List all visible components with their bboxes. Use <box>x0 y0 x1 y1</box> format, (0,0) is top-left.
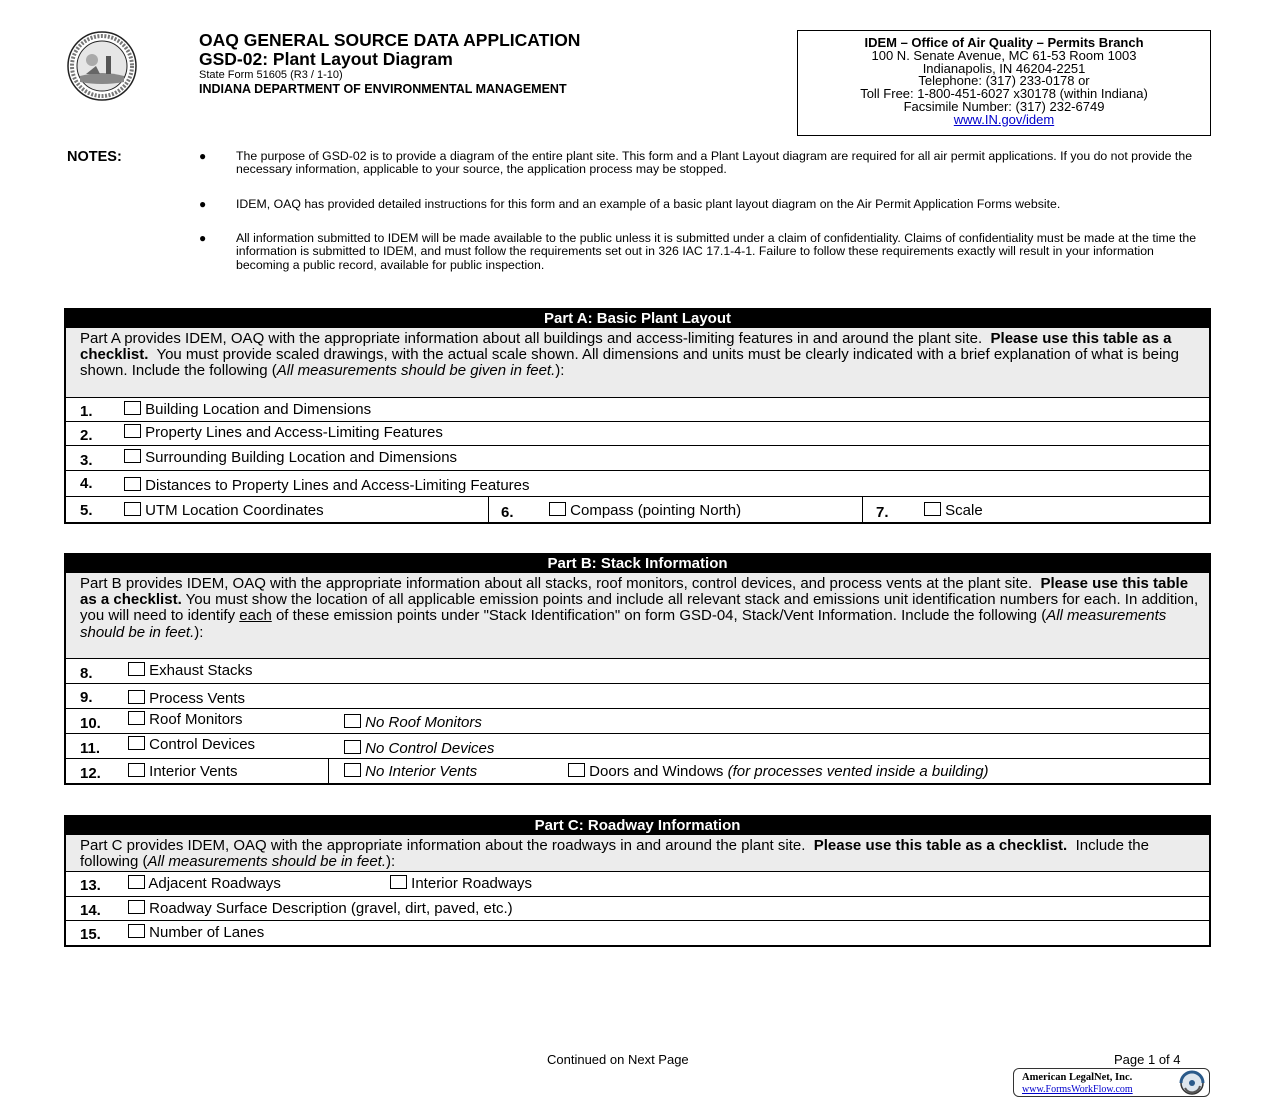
intro-text: of these emission points under "Stack Identification" on form GSD-04, Stack/Vent Information. Include the following ( <box>275 607 1047 625</box>
intro-underline: each <box>239 607 272 625</box>
note-item: All information submitted to IDEM will be made available to the public unless it is submitted under a claim of confidentiality. Claims of confidentiality must be made at the time the information is submitted to IDEM, and must follow the requirements set out in 326 IAC 17.1-4-1. Failure to follow these requirements exactly will result in your information becoming a public record, available for public inspection. <box>236 231 1197 272</box>
intro-italic: All measurements should be in feet. <box>80 607 1167 641</box>
item-number: 9. <box>80 689 93 706</box>
checkbox[interactable] <box>549 502 566 516</box>
checklist-row-9 <box>66 684 1209 709</box>
checklist-row-4 <box>66 471 1209 497</box>
intro-text: ): <box>555 362 565 380</box>
checklist-item-alt <box>344 714 482 731</box>
intro-text: ): <box>194 623 204 641</box>
part-a-section <box>64 308 1211 524</box>
city-address: Indianapolis, IN 46204-2251 <box>922 60 1086 76</box>
checklist-item <box>128 711 243 728</box>
part-c-section <box>64 815 1211 947</box>
checkbox[interactable] <box>124 502 141 516</box>
item-number: 1. <box>80 403 93 420</box>
item-number: 5. <box>80 502 93 519</box>
item-label: Process Vents <box>149 690 246 707</box>
checkbox[interactable] <box>124 477 141 491</box>
form-header <box>199 31 580 97</box>
checklist-row-10 <box>66 709 1209 734</box>
checklist-row-5 <box>66 497 1209 522</box>
part-a-title: Part A: Basic Plant Layout <box>66 310 1209 328</box>
checklist-row-12 <box>66 759 1209 783</box>
checklist-item <box>128 662 253 679</box>
fax-number: Facsimile Number: (317) 232-6749 <box>903 98 1105 114</box>
legalnet-logo[interactable] <box>1013 1068 1210 1097</box>
item-number: 11. <box>80 740 101 757</box>
checklist-item <box>128 736 255 753</box>
item-number: 14. <box>80 902 101 919</box>
continued-note: Continued on Next Page <box>547 1052 689 1067</box>
checkbox[interactable] <box>124 449 141 463</box>
checklist-item-alt <box>390 875 532 892</box>
checklist-item <box>124 449 457 466</box>
checkbox[interactable] <box>124 424 141 438</box>
checklist-item <box>124 502 324 519</box>
item-label: Surrounding Building Location and Dimensions <box>145 449 458 466</box>
office-name: IDEM – Office of Air Quality – Permits Branch <box>864 35 1144 50</box>
item-label: Scale <box>945 502 983 519</box>
globe-icon <box>1173 1070 1207 1096</box>
note-item: IDEM, OAQ has provided detailed instructions for this form and an example of a basic plant layout diagram on the Air Permit Application Forms website. <box>236 197 1061 211</box>
checklist-row-2 <box>66 422 1209 446</box>
intro-text: You must provide scaled drawings, with the actual scale shown. All dimensions and units must be clearly indicated with a brief explanation of what is being shown. Include the following ( <box>80 346 1179 380</box>
checkbox[interactable] <box>344 763 361 777</box>
item-label: Compass (pointing North) <box>570 502 742 519</box>
checkbox[interactable] <box>128 900 145 914</box>
agency-name: INDIANA DEPARTMENT OF ENVIRONMENTAL MANAGEMENT <box>199 82 567 96</box>
notes-label: NOTES: <box>67 149 122 165</box>
note-item: The purpose of GSD-02 is to provide a diagram of the entire plant site. This form and a Plant Layout diagram are required for all air permit applications. If you do not provide the necessary information, applicable to your source, the application process may be stopped. <box>236 149 1193 177</box>
website-link[interactable]: www.IN.gov/idem <box>953 111 1055 127</box>
checklist-item-extra <box>568 763 989 780</box>
form-number: State Form 51605 (R3 / 1-10) <box>199 69 343 81</box>
part-b-section <box>64 553 1211 785</box>
checklist-item <box>549 502 741 519</box>
contact-box <box>797 30 1211 136</box>
checkbox[interactable] <box>568 763 585 777</box>
item-label: Doors and Windows <box>589 763 724 780</box>
form-subtitle: GSD-02: Plant Layout Diagram <box>199 49 453 69</box>
street-address: 100 N. Senate Avenue, MC 61-53 Room 1003 <box>871 47 1137 63</box>
item-label: Adjacent Roadways <box>148 875 281 892</box>
checklist-item <box>128 900 513 917</box>
checklist-item <box>124 424 443 441</box>
intro-text: Part B provides IDEM, OAQ with the appropriate information about all stacks, roof monitors, control devices, and process vents at the plant site. <box>80 575 1033 592</box>
checklist-row-1 <box>66 398 1209 422</box>
part-c-title: Part C: Roadway Information <box>66 817 1209 835</box>
intro-bold: Please use this table as a checklist. <box>813 837 1068 854</box>
item-number: 4. <box>80 475 93 492</box>
intro-text: Part C provides IDEM, OAQ with the appropriate information about the roadways in and around the plant site. <box>80 837 806 854</box>
checklist-item <box>128 924 264 941</box>
item-label: No Control Devices <box>365 740 495 757</box>
intro-text: ): <box>386 853 396 871</box>
checklist-item <box>124 477 530 494</box>
cell-divider <box>328 759 329 783</box>
checklist-row-15 <box>66 921 1209 945</box>
checkbox[interactable] <box>344 714 361 728</box>
cell-divider <box>862 497 863 522</box>
item-number: 6. <box>501 504 514 521</box>
checkbox[interactable] <box>128 924 145 938</box>
item-label: Property Lines and Access-Limiting Features <box>145 424 443 441</box>
checklist-row-13 <box>66 872 1209 897</box>
bullet-icon: ● <box>199 197 207 211</box>
item-label: UTM Location Coordinates <box>145 502 324 519</box>
checkbox[interactable] <box>128 875 145 889</box>
item-label: Roof Monitors <box>149 711 243 728</box>
checkbox[interactable] <box>128 763 145 777</box>
bullet-icon: ● <box>199 231 207 245</box>
item-number: 10. <box>80 715 101 732</box>
item-label: Exhaust Stacks <box>149 662 253 679</box>
intro-italic: All measurements should be given in feet. <box>276 362 556 380</box>
cell-divider <box>488 497 489 522</box>
item-label: Building Location and Dimensions <box>145 401 372 418</box>
checklist-item <box>124 401 371 418</box>
checklist-row-14 <box>66 897 1209 921</box>
item-number: 15. <box>80 926 101 943</box>
intro-text: You must show the location of all applicable emission points and include all relevant stack and emissions unit identification numbers for each. In addition, you will need to identify <box>80 591 1199 625</box>
logo-name: American LegalNet, Inc. <box>1022 1072 1133 1083</box>
logo-url[interactable]: www.FormsWorkFlow.com <box>1022 1084 1133 1095</box>
part-b-title: Part B: Stack Information <box>66 555 1209 573</box>
checklist-item <box>128 763 238 780</box>
item-label: No Interior Vents <box>365 763 478 780</box>
item-label: No Roof Monitors <box>365 714 482 731</box>
page-number: Page 1 of 4 <box>1114 1052 1181 1067</box>
checkbox[interactable] <box>924 502 941 516</box>
checklist-item <box>128 875 281 892</box>
checkbox[interactable] <box>128 711 145 725</box>
checklist-row-3 <box>66 446 1209 471</box>
checklist-item-alt <box>344 740 494 757</box>
checkbox[interactable] <box>124 401 141 415</box>
item-label: Control Devices <box>149 736 256 753</box>
bullet-icon: ● <box>199 149 207 163</box>
item-note: (for processes vented inside a building) <box>727 763 989 780</box>
item-number: 2. <box>80 427 93 444</box>
item-label: Distances to Property Lines and Access-Limiting Features <box>145 477 530 494</box>
item-number: 8. <box>80 665 93 682</box>
item-label: Roadway Surface Description (gravel, dirt, paved, etc.) <box>149 900 513 917</box>
item-label: Interior Vents <box>149 763 238 780</box>
item-label: Interior Roadways <box>411 875 533 892</box>
item-number: 3. <box>80 452 93 469</box>
part-b-intro <box>66 573 1209 659</box>
part-a-intro <box>66 328 1209 398</box>
intro-italic: All measurements should be in feet. <box>147 853 386 871</box>
toll-free: Toll Free: 1-800-451-6027 x30178 (within Indiana) <box>860 86 1148 102</box>
form-title: OAQ GENERAL SOURCE DATA APPLICATION <box>199 30 581 50</box>
checkbox[interactable] <box>128 690 145 704</box>
intro-text: Part A provides IDEM, OAQ with the appropriate information about all buildings and access-limiting features in and around the plant site. <box>80 330 983 347</box>
checklist-row-8 <box>66 659 1209 684</box>
checklist-row-11 <box>66 734 1209 759</box>
telephone: Telephone: (317) 233-0178 or <box>918 73 1090 89</box>
checkbox[interactable] <box>344 740 361 754</box>
checkbox[interactable] <box>390 875 407 889</box>
item-label: Number of Lanes <box>149 924 265 941</box>
checkbox[interactable] <box>128 662 145 676</box>
part-c-intro <box>66 835 1209 872</box>
intro-bold: Please use this table as a checklist. <box>80 330 1172 364</box>
item-number: 7. <box>876 504 889 521</box>
checklist-item-alt <box>344 763 477 780</box>
item-number: 12. <box>80 765 101 782</box>
checkbox[interactable] <box>128 736 145 750</box>
item-number: 13. <box>80 877 101 894</box>
state-seal-icon <box>66 30 138 102</box>
checklist-item <box>128 690 245 707</box>
checklist-item <box>924 502 983 519</box>
intro-text: Include the following ( <box>80 837 1149 871</box>
intro-bold: Please use this table as a checklist. <box>80 575 1189 609</box>
